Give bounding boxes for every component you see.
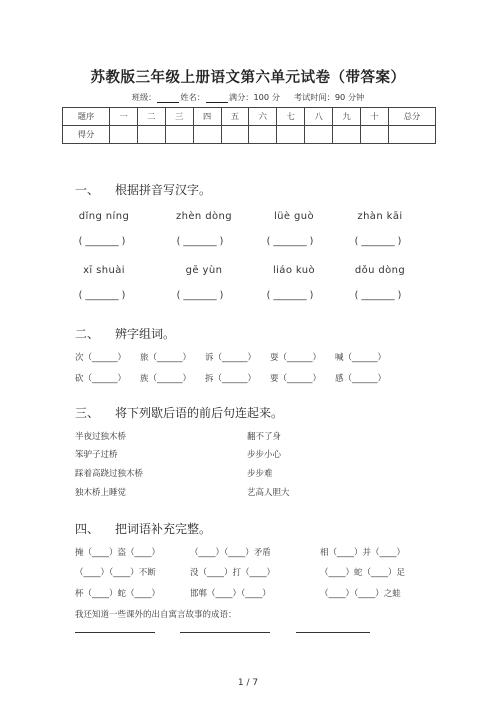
answer-row (65, 236, 425, 250)
class-label: 班级： (131, 92, 157, 102)
pinyin: zhàn kāi (357, 211, 403, 222)
pinyin: lüè guò (273, 211, 315, 222)
score-entry-cell[interactable] (361, 126, 389, 144)
score-entry-cell[interactable] (333, 126, 361, 144)
idiom-fill-item[interactable]: 没（____）打（____） (190, 568, 276, 578)
answer-blank[interactable]: ( _______ ) (176, 236, 224, 247)
answer-blank[interactable]: ( _______ ) (354, 236, 402, 247)
score-entry-cell[interactable] (137, 126, 165, 144)
answer-blank[interactable]: ( _______ ) (78, 236, 126, 247)
word-group-item[interactable]: 砍（______） (75, 374, 127, 384)
class-blank[interactable] (157, 94, 179, 103)
exam-time: 考试时间：90 分钟 (293, 92, 365, 102)
section-title: 把词语补充完整。 (115, 522, 212, 536)
table-cell: 六 (249, 108, 277, 126)
pinyin-row (65, 265, 425, 279)
score-entry-cell[interactable] (249, 126, 277, 144)
word-group-item[interactable]: 喊（______） (335, 353, 387, 363)
idiom-fill-item[interactable]: （____）（____）不断 (75, 568, 156, 578)
table-cell: 题序 (63, 108, 110, 126)
word-group-item[interactable]: 耍（______） (270, 353, 322, 363)
idiom-fill-item[interactable]: 相（____）并（____） (320, 548, 406, 558)
idiom-first-half[interactable]: 笨驴子过桥 (75, 450, 118, 460)
pinyin: dǐng níng (78, 211, 130, 222)
table-cell: 十 (361, 108, 389, 126)
extra-idioms-prompt: 我还知道一些课外的出自寓言故事的成语： (75, 610, 237, 620)
answer-row (65, 290, 425, 304)
section-number: 四、 (75, 522, 100, 536)
section-title: 辨字组词。 (115, 327, 176, 341)
answer-blank[interactable]: ( _______ ) (354, 290, 402, 301)
idiom-fill-item[interactable]: （____）蛇（____）足 (320, 568, 406, 578)
idiom-fill-item[interactable]: （____）（____）之蛙 (320, 589, 401, 599)
table-cell: 五 (221, 108, 249, 126)
section-number: 三、 (75, 406, 100, 420)
word-group-item[interactable]: 旅（______） (140, 353, 192, 363)
page-title: 苏教版三年级上册语文第六单元试卷（带答案） (90, 70, 406, 86)
answer-line[interactable] (296, 632, 370, 633)
idiom-second-half[interactable]: 艺高人胆大 (247, 488, 290, 498)
word-group-item[interactable]: 要（______） (270, 374, 322, 384)
table-cell: 一 (110, 108, 138, 126)
word-group-item[interactable]: 诉（______） (205, 353, 257, 363)
score-table-header-row (63, 108, 436, 126)
idiom-fill-item[interactable]: （____）（____）矛盾 (190, 548, 271, 558)
table-cell: 得分 (63, 126, 110, 144)
score-table (62, 107, 436, 144)
idiom-fill-item[interactable]: 杯（____）蛇（____） (75, 589, 161, 599)
table-cell: 总分 (389, 108, 436, 126)
word-group-item[interactable]: 次（______） (75, 353, 127, 363)
section-title: 将下列歇后语的前后句连起来。 (115, 406, 284, 420)
pinyin: liáo kuò (272, 265, 316, 276)
score-entry-cell[interactable] (277, 126, 305, 144)
idiom-second-half[interactable]: 步步难 (247, 469, 273, 479)
table-cell: 三 (165, 108, 193, 126)
answer-blank[interactable]: ( _______ ) (78, 290, 126, 301)
word-group-item[interactable]: 族（______） (140, 374, 192, 384)
pinyin: xī shuài (83, 265, 125, 276)
idiom-first-half[interactable]: 半夜过独木桥 (75, 432, 127, 442)
answer-blank[interactable]: ( _______ ) (176, 290, 224, 301)
pinyin-row (65, 211, 425, 225)
score-entry-cell[interactable] (193, 126, 221, 144)
score-entry-cell[interactable] (165, 126, 193, 144)
table-cell: 八 (305, 108, 333, 126)
idiom-second-half[interactable]: 翻不了身 (247, 432, 282, 442)
table-cell: 九 (333, 108, 361, 126)
section-heading-1 (75, 181, 211, 198)
score-entry-cell[interactable] (305, 126, 333, 144)
full-score: 满分：100 分 (228, 92, 280, 102)
answer-line[interactable] (180, 632, 270, 633)
score-entry-cell[interactable] (389, 126, 436, 144)
section-heading-3 (75, 404, 283, 421)
score-table-score-row (63, 126, 436, 144)
answer-blank[interactable]: ( _______ ) (266, 236, 314, 247)
score-entry-cell[interactable] (110, 126, 138, 144)
pinyin: gē yùn (185, 265, 223, 276)
pinyin: zhèn dòng (175, 211, 232, 222)
page-number: 1 / 7 (237, 678, 259, 688)
answer-blank[interactable]: ( _______ ) (266, 290, 314, 301)
exam-info-line (0, 92, 496, 103)
table-cell: 四 (193, 108, 221, 126)
idiom-first-half[interactable]: 独木桥上睡觉 (75, 488, 127, 498)
name-blank[interactable] (206, 94, 228, 103)
idiom-fill-item[interactable]: 掩（____）盗（____） (75, 548, 161, 558)
section-title: 根据拼音写汉字。 (115, 183, 212, 197)
table-cell: 二 (137, 108, 165, 126)
section-heading-2 (75, 325, 175, 342)
word-group-item[interactable]: 感（______） (335, 374, 387, 384)
idiom-fill-item[interactable]: 邯郸（____）（____） (190, 589, 271, 599)
name-label: 姓名： (180, 92, 205, 102)
section-heading-4 (75, 520, 211, 537)
word-group-item[interactable]: 拆（______） (205, 374, 257, 384)
table-cell: 七 (277, 108, 305, 126)
idiom-first-half[interactable]: 踩着高跷过独木桥 (75, 469, 144, 479)
answer-line[interactable] (75, 632, 155, 633)
idiom-second-half[interactable]: 步步小心 (247, 450, 282, 460)
pinyin: dǒu dòng (354, 265, 406, 276)
score-entry-cell[interactable] (221, 126, 249, 144)
section-number: 一、 (75, 183, 100, 197)
section-number: 二、 (75, 327, 100, 341)
